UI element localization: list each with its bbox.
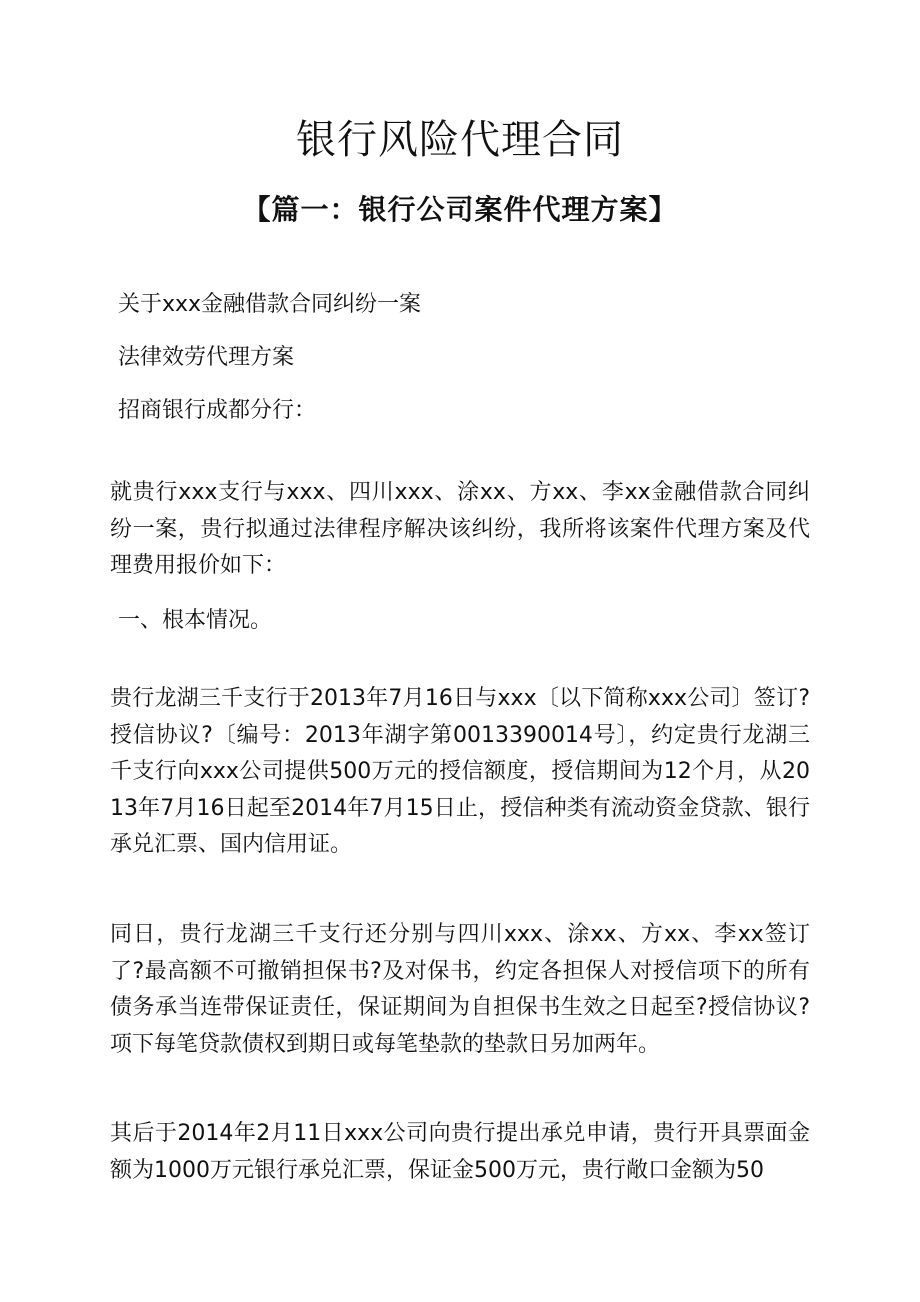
- section-heading-basic-situation: 一、根本情况。: [118, 608, 273, 633]
- paragraph-intro: 就贵行xxx支行与xxx、四川xxx、涂xx、方xx、李xx金融借款合同纠纷一案，贵行拟通过法律程序解决该纠纷，我所将该案件代理方案及代理费用报价如下：: [110, 480, 810, 578]
- intro-line-recipient: 招商银行成都分行：: [118, 398, 317, 423]
- paragraph-credit-agreement: 贵行龙湖三千支行于2013年7月16日与xxx〔以下简称xxx公司〕签订?授信协议?〔编号：2013年湖字第0013390014号〕，约定贵行龙湖三千支行向xxx公司提供500万元的授信额度，授信期间为12个月，从2013年7月16日起至2014年7月15日止，授信种类有流动资金贷款、银行承兑汇票、国内信用证。: [110, 686, 810, 857]
- paragraph-guarantee: 同日，贵行龙湖三千支行还分别与四川xxx、涂xx、方xx、李xx签订了?最高额不可撤销担保书?及对保书，约定各担保人对授信项下的所有债务承当连带保证责任，保证期间为自担保书生效之日起至?授信协议?项下每笔贷款债权到期日或每笔垫款的垫款日另加两年。: [110, 922, 810, 1057]
- document-subtitle: 【篇一：银行公司案件代理方案】: [242, 193, 678, 226]
- paragraph-acceptance-application: 其后于2014年2月11日xxx公司向贵行提出承兑申请，贵行开具票面金额为1000万元银行承兑汇票，保证金500万元，贵行敞口金额为50: [110, 1121, 810, 1183]
- intro-line-service-plan: 法律效劳代理方案: [118, 345, 295, 370]
- document-title: 银行风险代理合同: [296, 117, 624, 163]
- intro-line-case: 关于xxx金融借款合同纠纷一案: [118, 292, 422, 317]
